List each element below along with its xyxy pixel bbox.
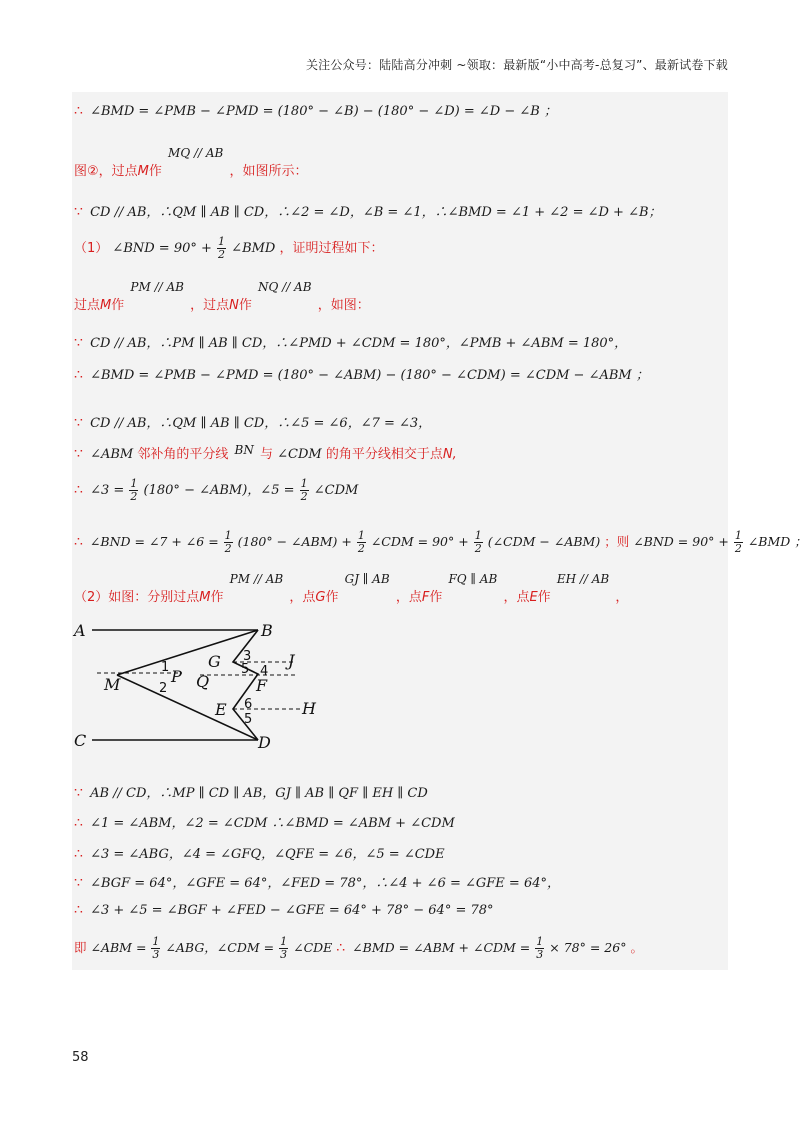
text: 作 — [148, 164, 162, 179]
text: 的角平分线相交于点 — [325, 447, 443, 462]
proof-line-18 — [74, 936, 643, 961]
label-c: C — [74, 731, 87, 750]
proof-line-16 — [74, 872, 560, 891]
fraction: $\frac{1}{2}$ — [357, 529, 365, 555]
parallel-note: PM // AB — [229, 572, 284, 586]
segment-md — [117, 675, 258, 740]
fraction: $\frac{1}{3}$ — [280, 935, 288, 961]
text: ，如图： — [317, 298, 370, 313]
label-b: B — [261, 621, 273, 640]
angle-1: 1 — [161, 660, 170, 675]
equation: ∠BND = 90° + — [633, 534, 729, 549]
label-j: J — [288, 651, 295, 670]
text: 作 — [210, 590, 224, 605]
equation: CD // AB，∴QM ∥ AB ∥ CD，∴∠5 = ∠6，∠7 = ∠3， — [90, 416, 432, 431]
text: ，点 — [289, 590, 316, 605]
text: 作 — [325, 590, 339, 605]
angle-3: 3 — [243, 649, 252, 664]
text: ，点 — [395, 590, 422, 605]
equation: CD // AB，∴QM ∥ AB ∥ CD，∴∠2 = ∠D，∠B = ∠1，∴∠BMD = ∠1 + ∠2 = ∠D + ∠B； — [90, 205, 662, 220]
equation: AB // CD，∴MP ∥ CD ∥ AB，GJ ∥ AB ∥ QF ∥ EH ∥ CD — [90, 786, 428, 801]
equation: ∠BMD = ∠PMB − ∠PMD = (180° − ∠ABM) − (180° − ∠CDM) = ∠CDM − ∠ABM — [90, 368, 632, 383]
parallel-note: EH // AB — [556, 572, 610, 586]
proof-line-15 — [74, 843, 445, 862]
text: 过点 — [74, 298, 101, 313]
equation: ∠CDE — [293, 940, 333, 955]
equation: ∠BMD — [231, 241, 276, 256]
text: ，点 — [503, 590, 530, 605]
therefore-symbol: ∴ — [74, 815, 83, 831]
angle-5-lower: 5 — [244, 712, 253, 727]
point-label: M — [137, 164, 149, 179]
label-p: P — [171, 667, 182, 686]
point-label: M — [199, 590, 211, 605]
proof-line-7 — [74, 364, 649, 383]
equation: (180° − ∠ABM)，∠5 = — [143, 483, 295, 498]
equation: CD // AB，∴PM ∥ AB ∥ CD，∴∠PMD + ∠CDM = 180°，∠PMB + ∠ABM = 180°， — [90, 336, 628, 351]
equation: ∠BMD — [747, 534, 791, 549]
proof-line-17 — [74, 902, 494, 918]
proof-line-3 — [74, 201, 662, 220]
equation: ∠BMD = ∠ABM + ∠CDM = — [352, 940, 531, 955]
fraction: $\frac{1}{2}$ — [218, 235, 226, 261]
because-symbol: ∵ — [74, 335, 83, 351]
equation: ∠BMD = ∠PMB − ∠PMD = (180° − ∠B) − (180° − ∠D) = ∠D − ∠B — [90, 104, 540, 119]
segment-mb — [117, 630, 258, 675]
equation: × 78° = 26° — [549, 940, 627, 955]
text: （2）如图：分别过点 — [74, 590, 200, 605]
because-symbol: ∵ — [74, 875, 83, 891]
equation: ∠BGF = 64°，∠GFE = 64°，∠FED = 78°，∴∠4 + ∠6 = ∠GFE = 64°， — [90, 876, 560, 891]
punctuation: ； — [543, 104, 557, 119]
therefore-symbol: ∴ — [74, 902, 83, 918]
because-symbol: ∵ — [74, 204, 83, 220]
proof-line-1 — [74, 100, 557, 119]
equation: ∠CDM — [313, 483, 359, 498]
text: 作 — [111, 298, 125, 313]
therefore-symbol: ∴ — [74, 482, 83, 498]
equation: ∠CDM = 90° + — [370, 534, 469, 549]
text: 图②，过点 — [74, 164, 138, 179]
equation: ∠3 = ∠ABG，∠4 = ∠GFQ，∠QFE = ∠6，∠5 = ∠CDE — [90, 847, 445, 862]
text: ；则 — [604, 534, 630, 549]
point-label: N — [229, 298, 239, 313]
parallel-note: PM // AB — [130, 280, 184, 294]
point-label: M — [100, 298, 112, 313]
fraction: $\frac{1}{3}$ — [536, 935, 544, 961]
fraction: $\frac{1}{2}$ — [734, 529, 742, 555]
geometry-diagram — [72, 618, 342, 758]
point-label: F — [421, 590, 430, 605]
punctuation: ； — [635, 368, 649, 383]
point-label: E — [529, 590, 538, 605]
parallel-note: MQ // AB — [168, 146, 224, 160]
part-label: （1） — [74, 241, 109, 256]
angle-6: 6 — [244, 697, 253, 712]
text: 即 — [74, 940, 87, 955]
equation: ∠3 + ∠5 = ∠BGF + ∠FED − ∠GFE = 64° + 78° − 64° = 78° — [90, 903, 494, 918]
text: ，过点 — [190, 298, 230, 313]
proof-line-12 — [74, 572, 629, 605]
label-h: H — [302, 699, 316, 718]
parallel-note: FQ ∥ AB — [448, 572, 498, 586]
label-e: E — [215, 700, 227, 719]
because-symbol: ∵ — [74, 785, 83, 801]
proof-line-4 — [74, 236, 384, 261]
angle-2: 2 — [159, 681, 168, 696]
parallel-note: GJ ∥ AB — [344, 572, 390, 586]
angle-4: 4 — [260, 664, 269, 679]
equation: ∠ABM = — [90, 940, 147, 955]
fraction: $\frac{1}{3}$ — [152, 935, 160, 961]
proof-line-6 — [74, 332, 627, 351]
equation: ∠ABM — [90, 447, 134, 462]
page-header: 关注公众号：陆陆高分冲刺 ~领取：最新版“小中高考-总复习”、最新试卷下载 — [305, 58, 728, 72]
text: 作 — [238, 298, 252, 313]
therefore-symbol: ∴ — [74, 103, 83, 119]
text: 邻补角的平分线 — [137, 447, 229, 462]
label-d: D — [258, 733, 271, 752]
text: 与 — [259, 447, 273, 462]
text: ， — [615, 590, 629, 605]
angle-5-upper: 5 — [241, 662, 250, 677]
equation: ∠ABG，∠CDM = — [165, 940, 275, 955]
page-number: 58 — [72, 1050, 89, 1065]
text: 作 — [429, 590, 443, 605]
label-q: Q — [196, 672, 210, 691]
equation: (∠CDM − ∠ABM) — [487, 534, 601, 549]
proof-line-9 — [74, 443, 457, 462]
label-m: M — [104, 675, 121, 694]
therefore-symbol: ∴ — [74, 534, 83, 550]
because-symbol: ∵ — [74, 415, 83, 431]
text: ，证明过程如下： — [279, 241, 384, 256]
equation: ∠1 = ∠ABM，∠2 = ∠CDM ∴∠BMD = ∠ABM + ∠CDM — [90, 816, 455, 831]
label-g: G — [208, 652, 221, 671]
punctuation: 。 — [630, 940, 643, 955]
fraction: $\frac{1}{2}$ — [300, 477, 308, 503]
proof-line-10 — [74, 478, 358, 503]
therefore-symbol: ∴ — [74, 846, 83, 862]
proof-line-14 — [74, 812, 455, 831]
point-label: N, — [442, 447, 457, 462]
proof-line-8 — [74, 412, 431, 431]
proof-line-11 — [74, 530, 807, 555]
parallel-note: NQ // AB — [258, 280, 312, 294]
therefore-symbol: ∴ — [74, 367, 83, 383]
label-a: A — [74, 621, 86, 640]
punctuation: ； — [794, 534, 807, 549]
therefore-symbol: ∴ — [336, 940, 346, 956]
proof-line-5 — [74, 280, 370, 313]
equation: (180° − ∠ABM) + — [237, 534, 352, 549]
proof-line-2 — [74, 146, 308, 179]
point-label: G — [315, 590, 326, 605]
fraction: $\frac{1}{2}$ — [474, 529, 482, 555]
text: ，如图所示： — [229, 164, 308, 179]
text: 作 — [537, 590, 551, 605]
equation: ∠BND = 90° + — [112, 241, 212, 256]
equation: ∠3 = — [90, 483, 125, 498]
equation: ∠CDM — [277, 447, 322, 462]
segment-label: BN — [234, 443, 254, 457]
proof-line-13 — [74, 782, 428, 801]
equation: ∠BND = ∠7 + ∠6 = — [89, 534, 219, 549]
because-symbol: ∵ — [74, 446, 83, 462]
label-f: F — [256, 676, 268, 695]
fraction: $\frac{1}{2}$ — [130, 477, 138, 503]
fraction: $\frac{1}{2}$ — [224, 529, 232, 555]
